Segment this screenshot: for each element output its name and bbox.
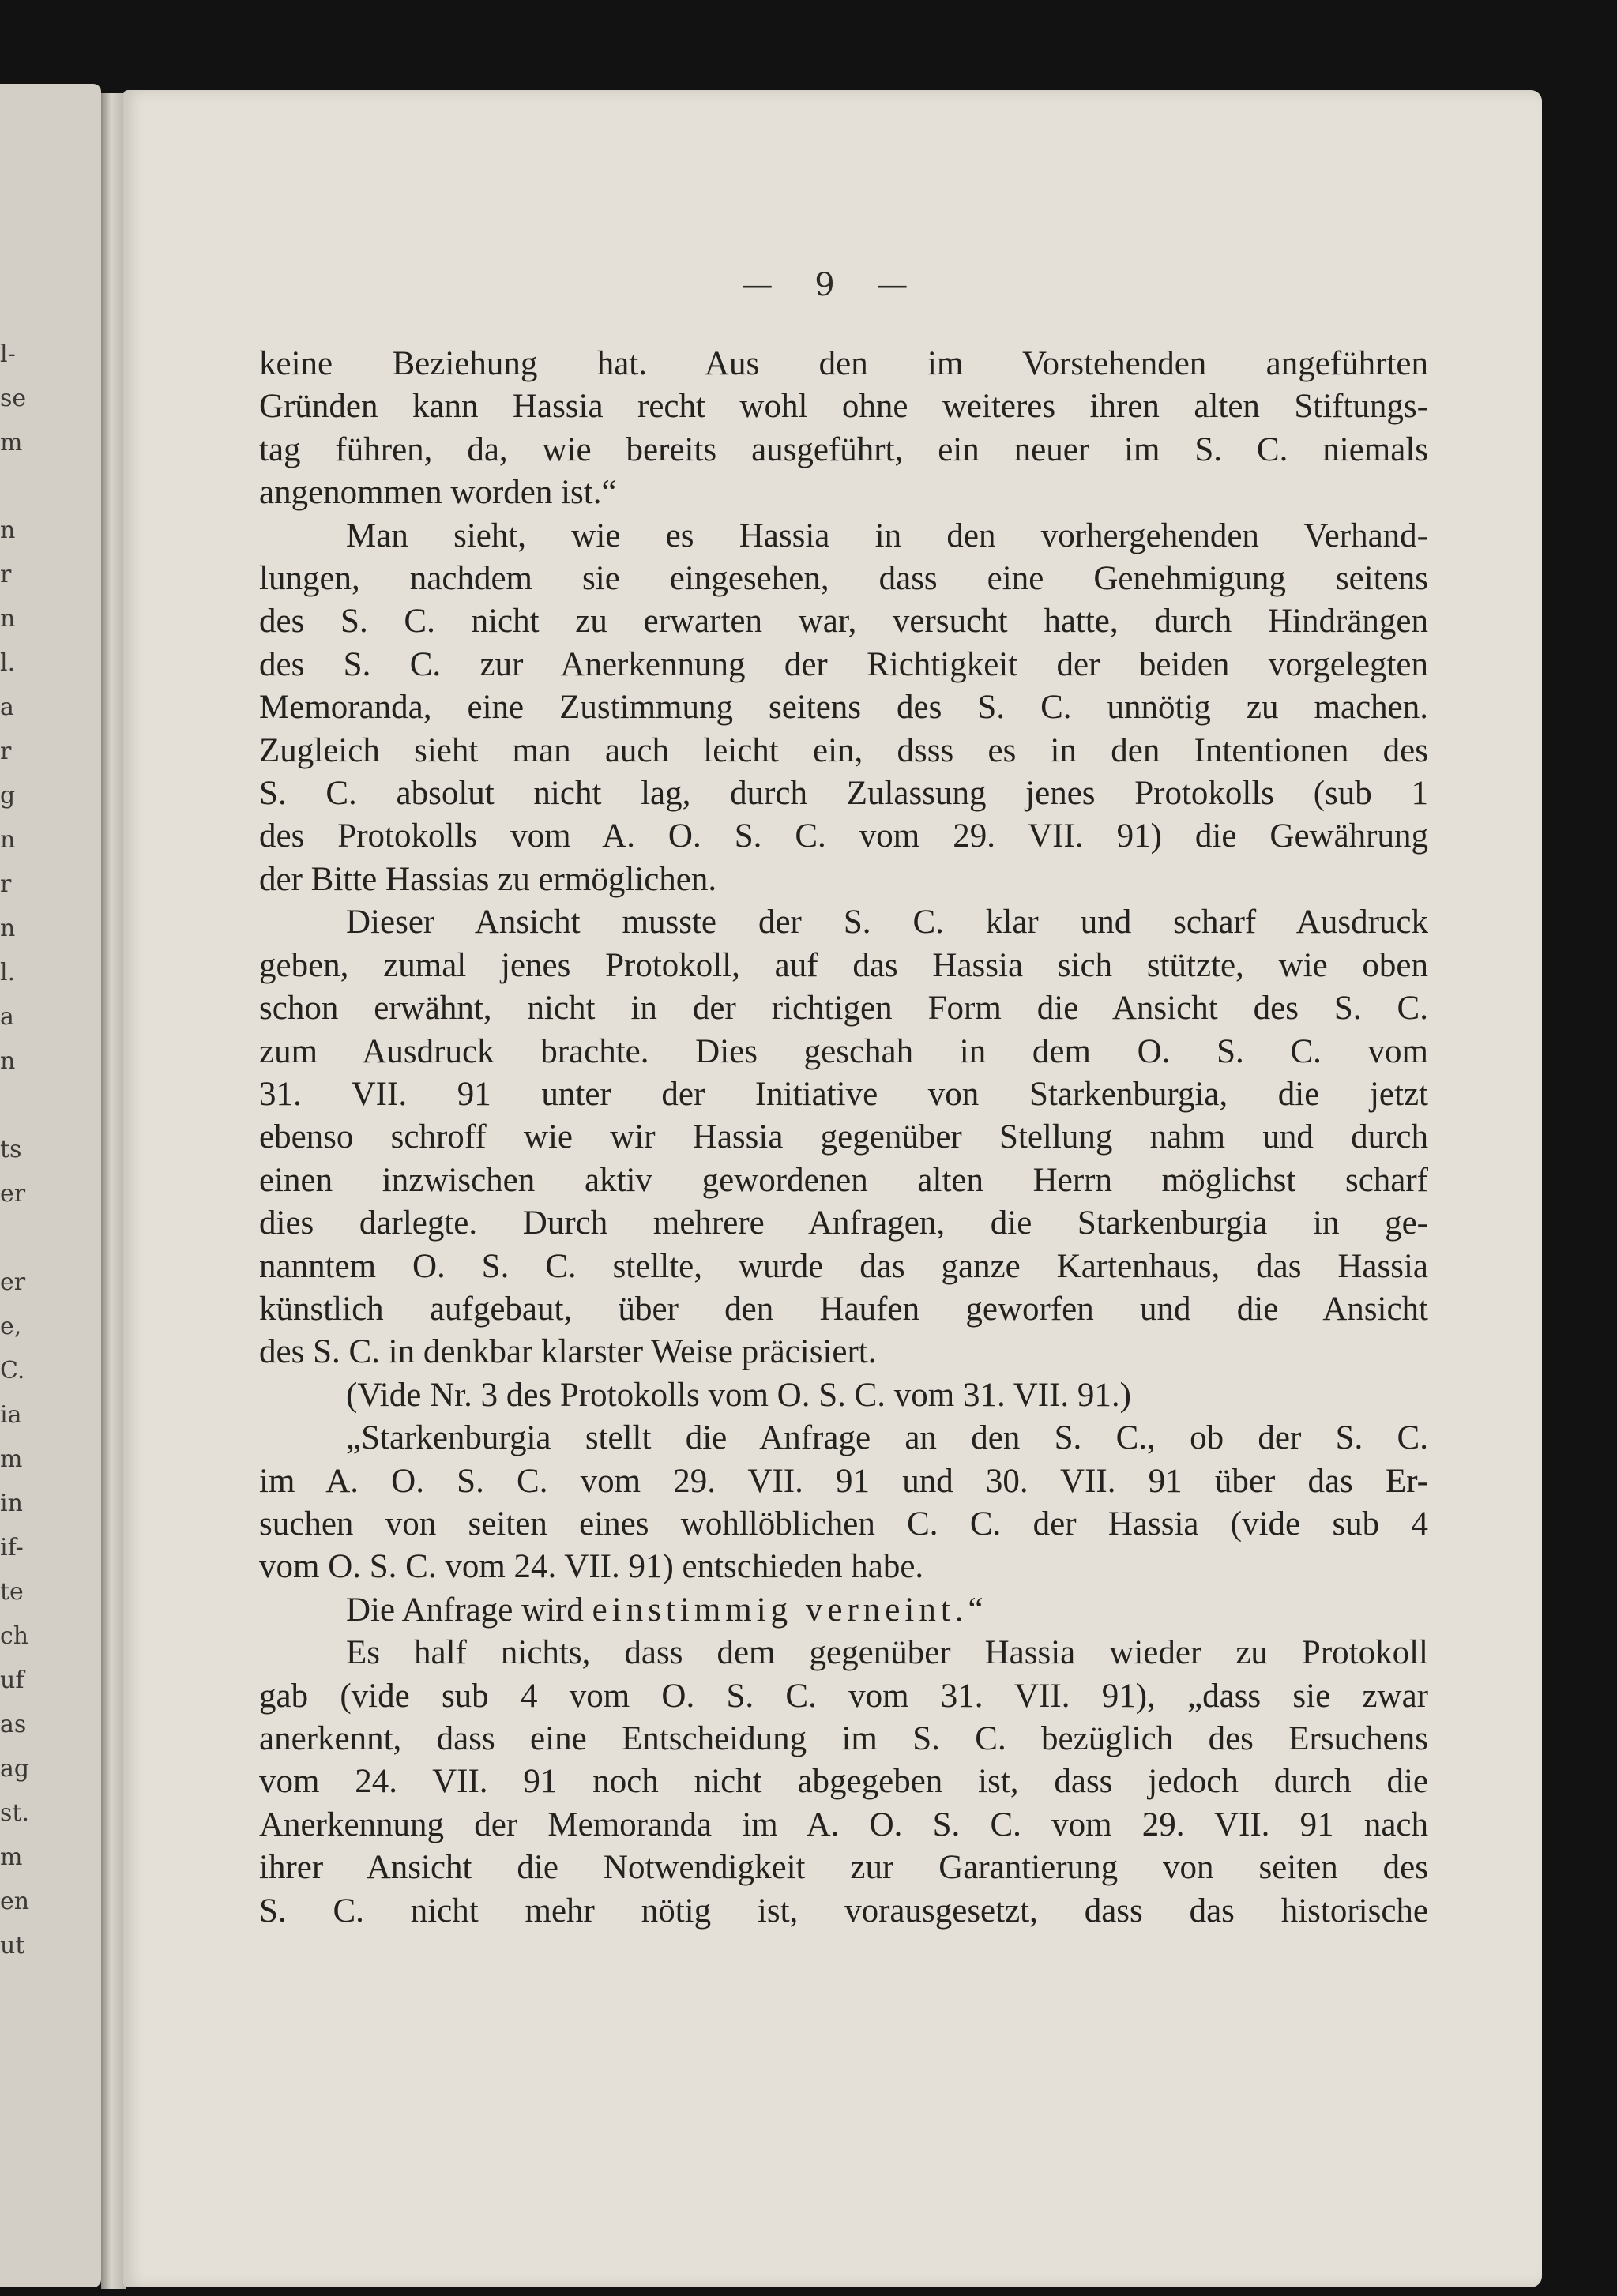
text-line: Gründen kann Hassia recht wohl ohne weiteres ihren alten Stiftungs- xyxy=(259,388,1428,426)
text-line: des S. C. in denkbar klarster Weise präcisiert. xyxy=(259,1333,877,1371)
text-line: des S. C. nicht zu erwarten war, versucht hatte, durch Hindrängen xyxy=(259,603,1428,641)
edge-fragment: ut xyxy=(0,1932,25,1960)
edge-fragment: in xyxy=(0,1490,23,1517)
edge-fragment: se xyxy=(0,385,27,412)
closing-quote: “ xyxy=(968,1591,983,1629)
edge-fragment: e, xyxy=(0,1313,22,1340)
left-page-edge xyxy=(0,84,101,2287)
edge-fragment: r xyxy=(0,561,12,588)
emphasized-text: einstimmig verneint. xyxy=(592,1591,968,1629)
edge-fragment: ts xyxy=(0,1136,22,1163)
text-line: nanntem O. S. C. stellte, wurde das ganze Kartenhaus, das Hassia xyxy=(259,1247,1428,1285)
text-line-lead: Die Anfrage wird xyxy=(346,1591,592,1629)
edge-fragment: en xyxy=(0,1888,30,1915)
edge-fragment: l- xyxy=(0,340,16,368)
text-line: angenommen worden ist.“ xyxy=(259,474,617,512)
edge-fragment: er xyxy=(0,1268,26,1296)
edge-fragment: a xyxy=(0,693,14,721)
text-line: Memoranda, eine Zustimmung seitens des S. C. unnötig zu machen. xyxy=(259,689,1428,727)
text-line: im A. O. S. C. vom 29. VII. 91 und 30. VII. 91 über das Er- xyxy=(259,1462,1428,1500)
edge-fragment: ag xyxy=(0,1755,30,1783)
edge-fragment: if- xyxy=(0,1534,24,1561)
text-line: einen inzwischen aktiv gewordenen alten Herrn möglichst scharf xyxy=(259,1161,1428,1199)
edge-fragment: ia xyxy=(0,1401,22,1429)
text-line: vom 24. VII. 91 noch nicht abgegeben ist, dass jedoch durch die xyxy=(259,1763,1428,1801)
edge-fragment: r xyxy=(0,870,12,898)
edge-fragment: a xyxy=(0,1003,14,1031)
edge-fragment: st. xyxy=(0,1799,29,1827)
document-page xyxy=(123,90,1542,2287)
text-line: tag führen, da, wie bereits ausgeführt, ein neuer im S. C. niemals xyxy=(259,430,1428,468)
edge-fragment: g xyxy=(0,782,16,810)
text-line: der Bitte Hassias zu ermöglichen. xyxy=(259,860,717,898)
text-line: Man sieht, wie es Hassia in den vorhergehenden Verhand- xyxy=(346,517,1428,554)
text-line: Anerkennung der Memoranda im A. O. S. C. vom 29. VII. 91 nach xyxy=(259,1806,1428,1843)
text-line: Zugleich sieht man auch leicht ein, dsss es in den Intentionen des xyxy=(259,731,1428,769)
edge-fragment: n xyxy=(0,517,16,544)
text-line: schon erwähnt, nicht in der richtigen Form die Ansicht des S. C. xyxy=(259,990,1428,1028)
text-line: lungen, nachdem sie eingesehen, dass eine Genehmigung seitens xyxy=(259,560,1428,598)
edge-fragment: r xyxy=(0,738,12,765)
text-line: geben, zumal jenes Protokoll, auf das Hassia sich stützte, wie oben xyxy=(259,946,1428,984)
edge-fragment: l. xyxy=(0,959,16,986)
text-line xyxy=(259,1589,1428,1632)
text-line: „Starkenburgia stellt die Anfrage an den S. C., ob der S. C. xyxy=(346,1419,1428,1457)
edge-fragment: l. xyxy=(0,649,16,677)
text-line: gab (vide sub 4 vom O. S. C. vom 31. VII. 91), „dass sie zwar xyxy=(259,1677,1428,1715)
edge-fragment: uf xyxy=(0,1667,24,1694)
text-line: des Protokolls vom A. O. S. C. vom 29. VII. 91) die Gewährung xyxy=(259,817,1428,855)
text-line: S. C. nicht mehr nötig ist, vorausgesetzt, dass das historische xyxy=(259,1892,1428,1930)
text-line: vom O. S. C. vom 24. VII. 91) entschieden habe. xyxy=(259,1548,924,1586)
edge-fragment: n xyxy=(0,605,16,633)
text-line: Dieser Ansicht musste der S. C. klar und scharf Ausdruck xyxy=(346,904,1428,941)
text-line: keine Beziehung hat. Aus den im Vorstehenden angeführten xyxy=(259,345,1428,382)
text-line: Es half nichts, dass dem gegenüber Hassia wieder zu Protokoll xyxy=(346,1634,1428,1672)
edge-fragment: C. xyxy=(0,1357,25,1385)
text-line: suchen von seiten eines wohllöblichen C. C. der Hassia (vide sub 4 xyxy=(259,1505,1428,1543)
text-line: S. C. absolut nicht lag, durch Zulassung jenes Protokolls (sub 1 xyxy=(259,775,1428,813)
edge-fragment: m xyxy=(0,1843,23,1871)
text-line: anerkennt, dass eine Entscheidung im S. C. bezüglich des Ersuchens xyxy=(259,1720,1428,1757)
edge-fragment: n xyxy=(0,915,16,942)
text-line: (Vide Nr. 3 des Protokolls vom O. S. C. vom 31. VII. 91.) xyxy=(346,1376,1131,1414)
edge-fragment: ch xyxy=(0,1622,29,1650)
text-line: künstlich aufgebaut, über den Haufen geworfen und die Ansicht xyxy=(259,1290,1428,1328)
edge-fragment: m xyxy=(0,429,23,457)
edge-fragment: te xyxy=(0,1578,24,1606)
text-line: 31. VII. 91 unter der Initiative von Starkenburgia, die jetzt xyxy=(259,1075,1428,1113)
body-text xyxy=(259,343,1428,1933)
text-line: des S. C. zur Anerkennung der Richtigkeit der beiden vorgelegten xyxy=(259,645,1428,683)
text-line: dies darlegte. Durch mehrere Anfragen, die Starkenburgia in ge- xyxy=(259,1204,1428,1242)
text-line: ihrer Ansicht die Notwendigkeit zur Garantierung von seiten des xyxy=(259,1849,1428,1887)
edge-fragment: n xyxy=(0,826,16,854)
page-number: — 9 — xyxy=(741,267,924,303)
edge-fragment: n xyxy=(0,1047,16,1075)
text-line: zum Ausdruck brachte. Dies geschah in dem O. S. C. vom xyxy=(259,1032,1428,1070)
edge-fragment: m xyxy=(0,1445,23,1473)
text-line: ebenso schroff wie wir Hassia gegenüber Stellung nahm und durch xyxy=(259,1118,1428,1156)
edge-fragment: er xyxy=(0,1180,26,1208)
edge-fragment: as xyxy=(0,1711,27,1738)
